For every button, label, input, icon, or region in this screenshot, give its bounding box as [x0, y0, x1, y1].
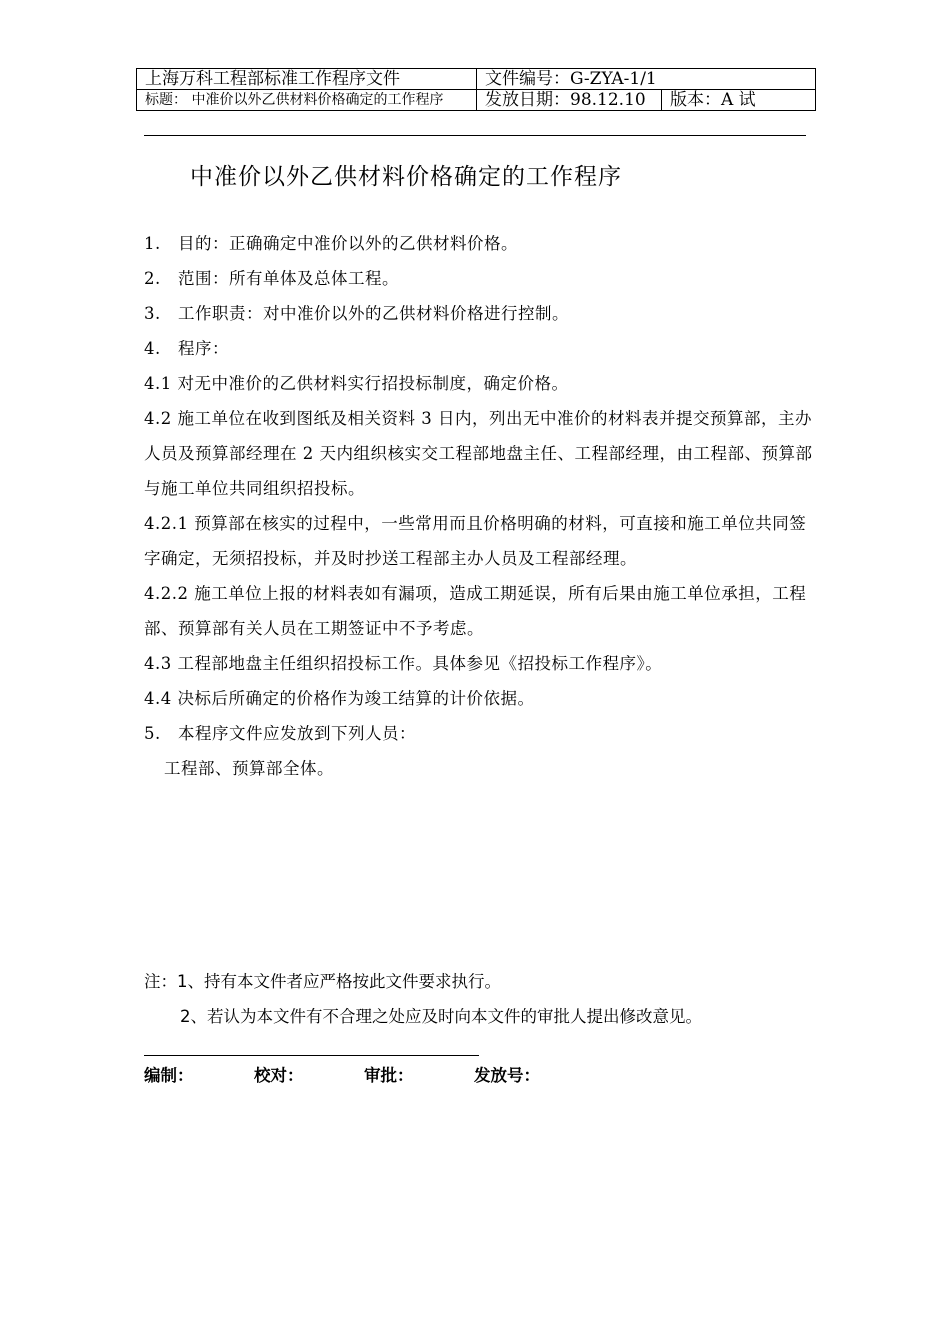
bottom-divider — [144, 1055, 479, 1056]
item-2: 2. 范围：所有单体及总体工程。 — [144, 269, 399, 288]
item-1: 1. 目的：正确确定中准价以外的乙供材料价格。 — [144, 234, 518, 253]
paragraph-4-2-1: 4.2.1 预算部在核实的过程中，一些常用而且价格明确的材料，可直接和施工单位共同签字确定，无须招投标，并及时抄送工程部主办人员及工程部经理。 — [144, 514, 807, 568]
editor-label: 编制： — [144, 1066, 194, 1085]
doc-number: 文件编号：G-ZYA-1/1 — [477, 69, 816, 90]
paragraph-4-3: 4.3 工程部地盘主任组织招投标工作。具体参见《招投标工作程序》。 — [144, 654, 663, 673]
approver-label: 审批： — [364, 1066, 414, 1085]
item-5: 5. 本程序文件应发放到下列人员： — [144, 724, 416, 743]
top-divider — [144, 135, 806, 136]
document-body — [144, 226, 814, 786]
item-3: 3. 工作职责：对中准价以外的乙供材料价格进行控制。 — [144, 304, 569, 323]
paragraph-4-2: 4.2 施工单位在收到图纸及相关资料 3 日内，列出无中准价的材料表并提交预算部，主办人员及预算部经理在 2 天内组织核实交工程部地盘主任、工程部经理，由工程部、预算部与施工单位共同组织招投标。 — [144, 409, 813, 498]
paragraph-4-2-2: 4.2.2 施工单位上报的材料表如有漏项，造成工期延误，所有后果由施工单位承担，工程部、预算部有关人员在工期签证中不予考虑。 — [144, 584, 807, 638]
doc-subject: 标题： 中准价以外乙供材料价格确定的工作程序 — [137, 90, 477, 111]
company-doc-label: 上海万科工程部标准工作程序文件 — [137, 69, 477, 90]
note-1: 注：1、持有本文件者应严格按此文件要求执行。 — [144, 972, 501, 991]
notes — [144, 964, 702, 1034]
checker-label: 校对： — [254, 1066, 304, 1085]
paragraph-4-1: 4.1 对无中准价的乙供材料实行招投标制度，确定价格。 — [144, 374, 569, 393]
note-2: 2、若认为本文件有不合理之处应及时向本文件的审批人提出修改意见。 — [180, 1007, 702, 1026]
issue-date: 发放日期：98.12.10 — [477, 90, 662, 111]
item-4: 4. 程序： — [144, 339, 229, 358]
recipients: 工程部、预算部全体。 — [164, 759, 334, 778]
header-table — [136, 68, 816, 111]
version: 版本：A 试 — [662, 90, 816, 111]
issue-number-label: 发放号： — [474, 1066, 540, 1085]
page-title: 中准价以外乙供材料价格确定的工作程序 — [190, 164, 622, 190]
paragraph-4-4: 4.4 决标后所确定的价格作为竣工结算的计价依据。 — [144, 689, 535, 708]
signature-row — [144, 1062, 584, 1086]
